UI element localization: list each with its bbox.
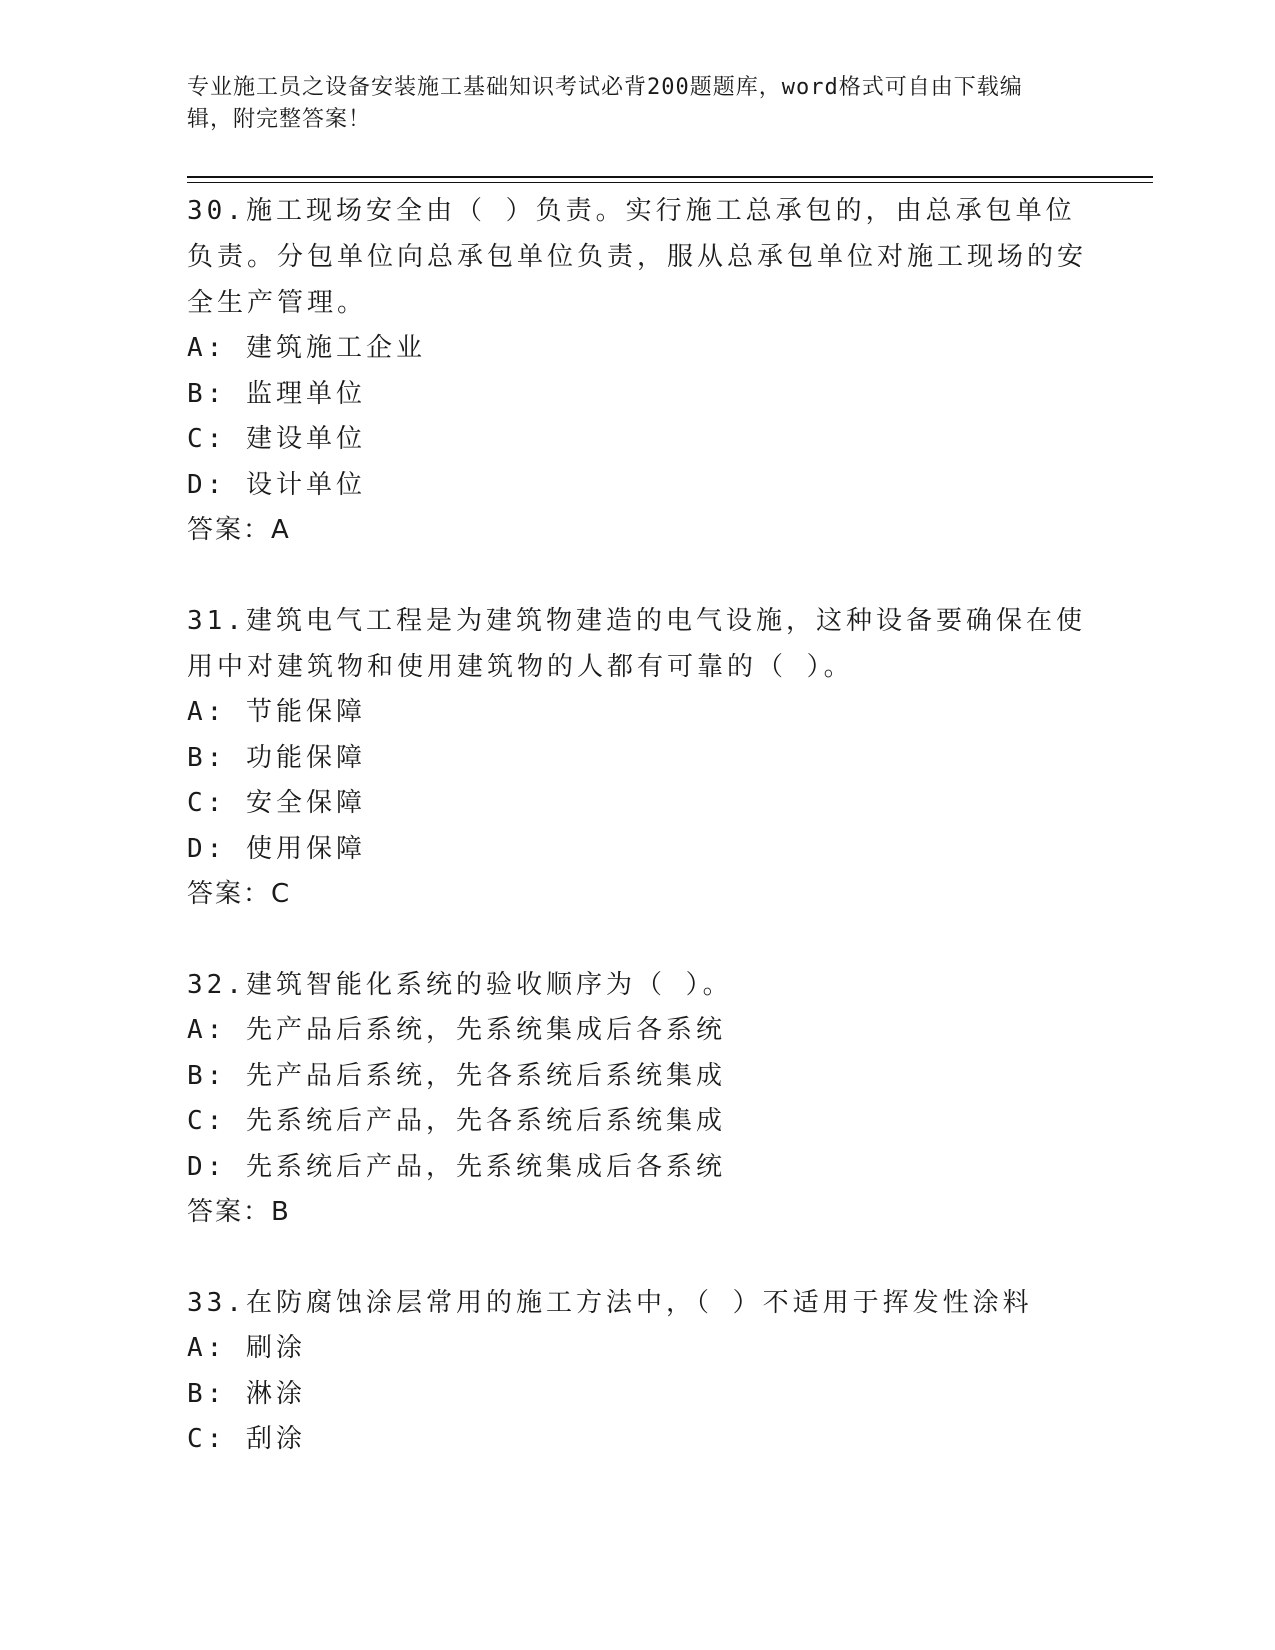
option-d: D: 先系统后产品，先系统集成后各系统 [187, 1151, 726, 1182]
option-a: A: 先产品后系统，先系统集成后各系统 [187, 1015, 726, 1045]
answer-line: 答案：B [187, 1197, 291, 1227]
option-a: A: 建筑施工企业 [187, 333, 426, 363]
question-33 [187, 1280, 1087, 1463]
answer-line: 答案：C [187, 879, 292, 909]
header-divider [187, 176, 1153, 178]
question-list [187, 188, 1087, 1508]
option-b: B: 淋涂 [187, 1378, 306, 1409]
question-stem: 30.施工现场安全由（ ）负责。实行施工总承包的，由总承包单位负责。分包单位向总承包单位负责，服从总承包单位对施工现场的安全生产管理。 [187, 196, 1088, 318]
option-d: D: 设计单位 [187, 469, 366, 500]
option-d: D: 使用保障 [187, 833, 366, 864]
header-divider-thin [187, 182, 1153, 183]
question-30 [187, 188, 1087, 553]
option-c: C: 刮涂 [187, 1424, 306, 1454]
option-a: A: 刷涂 [187, 1333, 306, 1363]
question-32 [187, 962, 1087, 1235]
question-stem: 33.在防腐蚀涂层常用的施工方法中，（ ）不适用于挥发性涂料 [187, 1288, 1033, 1318]
option-a: A: 节能保障 [187, 697, 366, 727]
option-c: C: 安全保障 [187, 788, 366, 818]
option-c: C: 先系统后产品，先各系统后系统集成 [187, 1106, 726, 1136]
option-b: B: 先产品后系统，先各系统后系统集成 [187, 1060, 726, 1091]
question-stem: 31.建筑电气工程是为建筑物建造的电气设施，这种设备要确保在使用中对建筑物和使用建筑物的人都有可靠的（ ）。 [187, 606, 1086, 682]
question-stem: 32.建筑智能化系统的验收顺序为（ ）。 [187, 970, 733, 1000]
answer-line: 答案：A [187, 515, 291, 545]
document-header: 专业施工员之设备安装施工基础知识考试必背200题题库，word格式可自由下载编辑，附完整答案！ [187, 75, 1023, 132]
option-b: B: 监理单位 [187, 378, 366, 409]
option-c: C: 建设单位 [187, 424, 366, 454]
option-b: B: 功能保障 [187, 742, 366, 773]
question-31 [187, 598, 1087, 917]
